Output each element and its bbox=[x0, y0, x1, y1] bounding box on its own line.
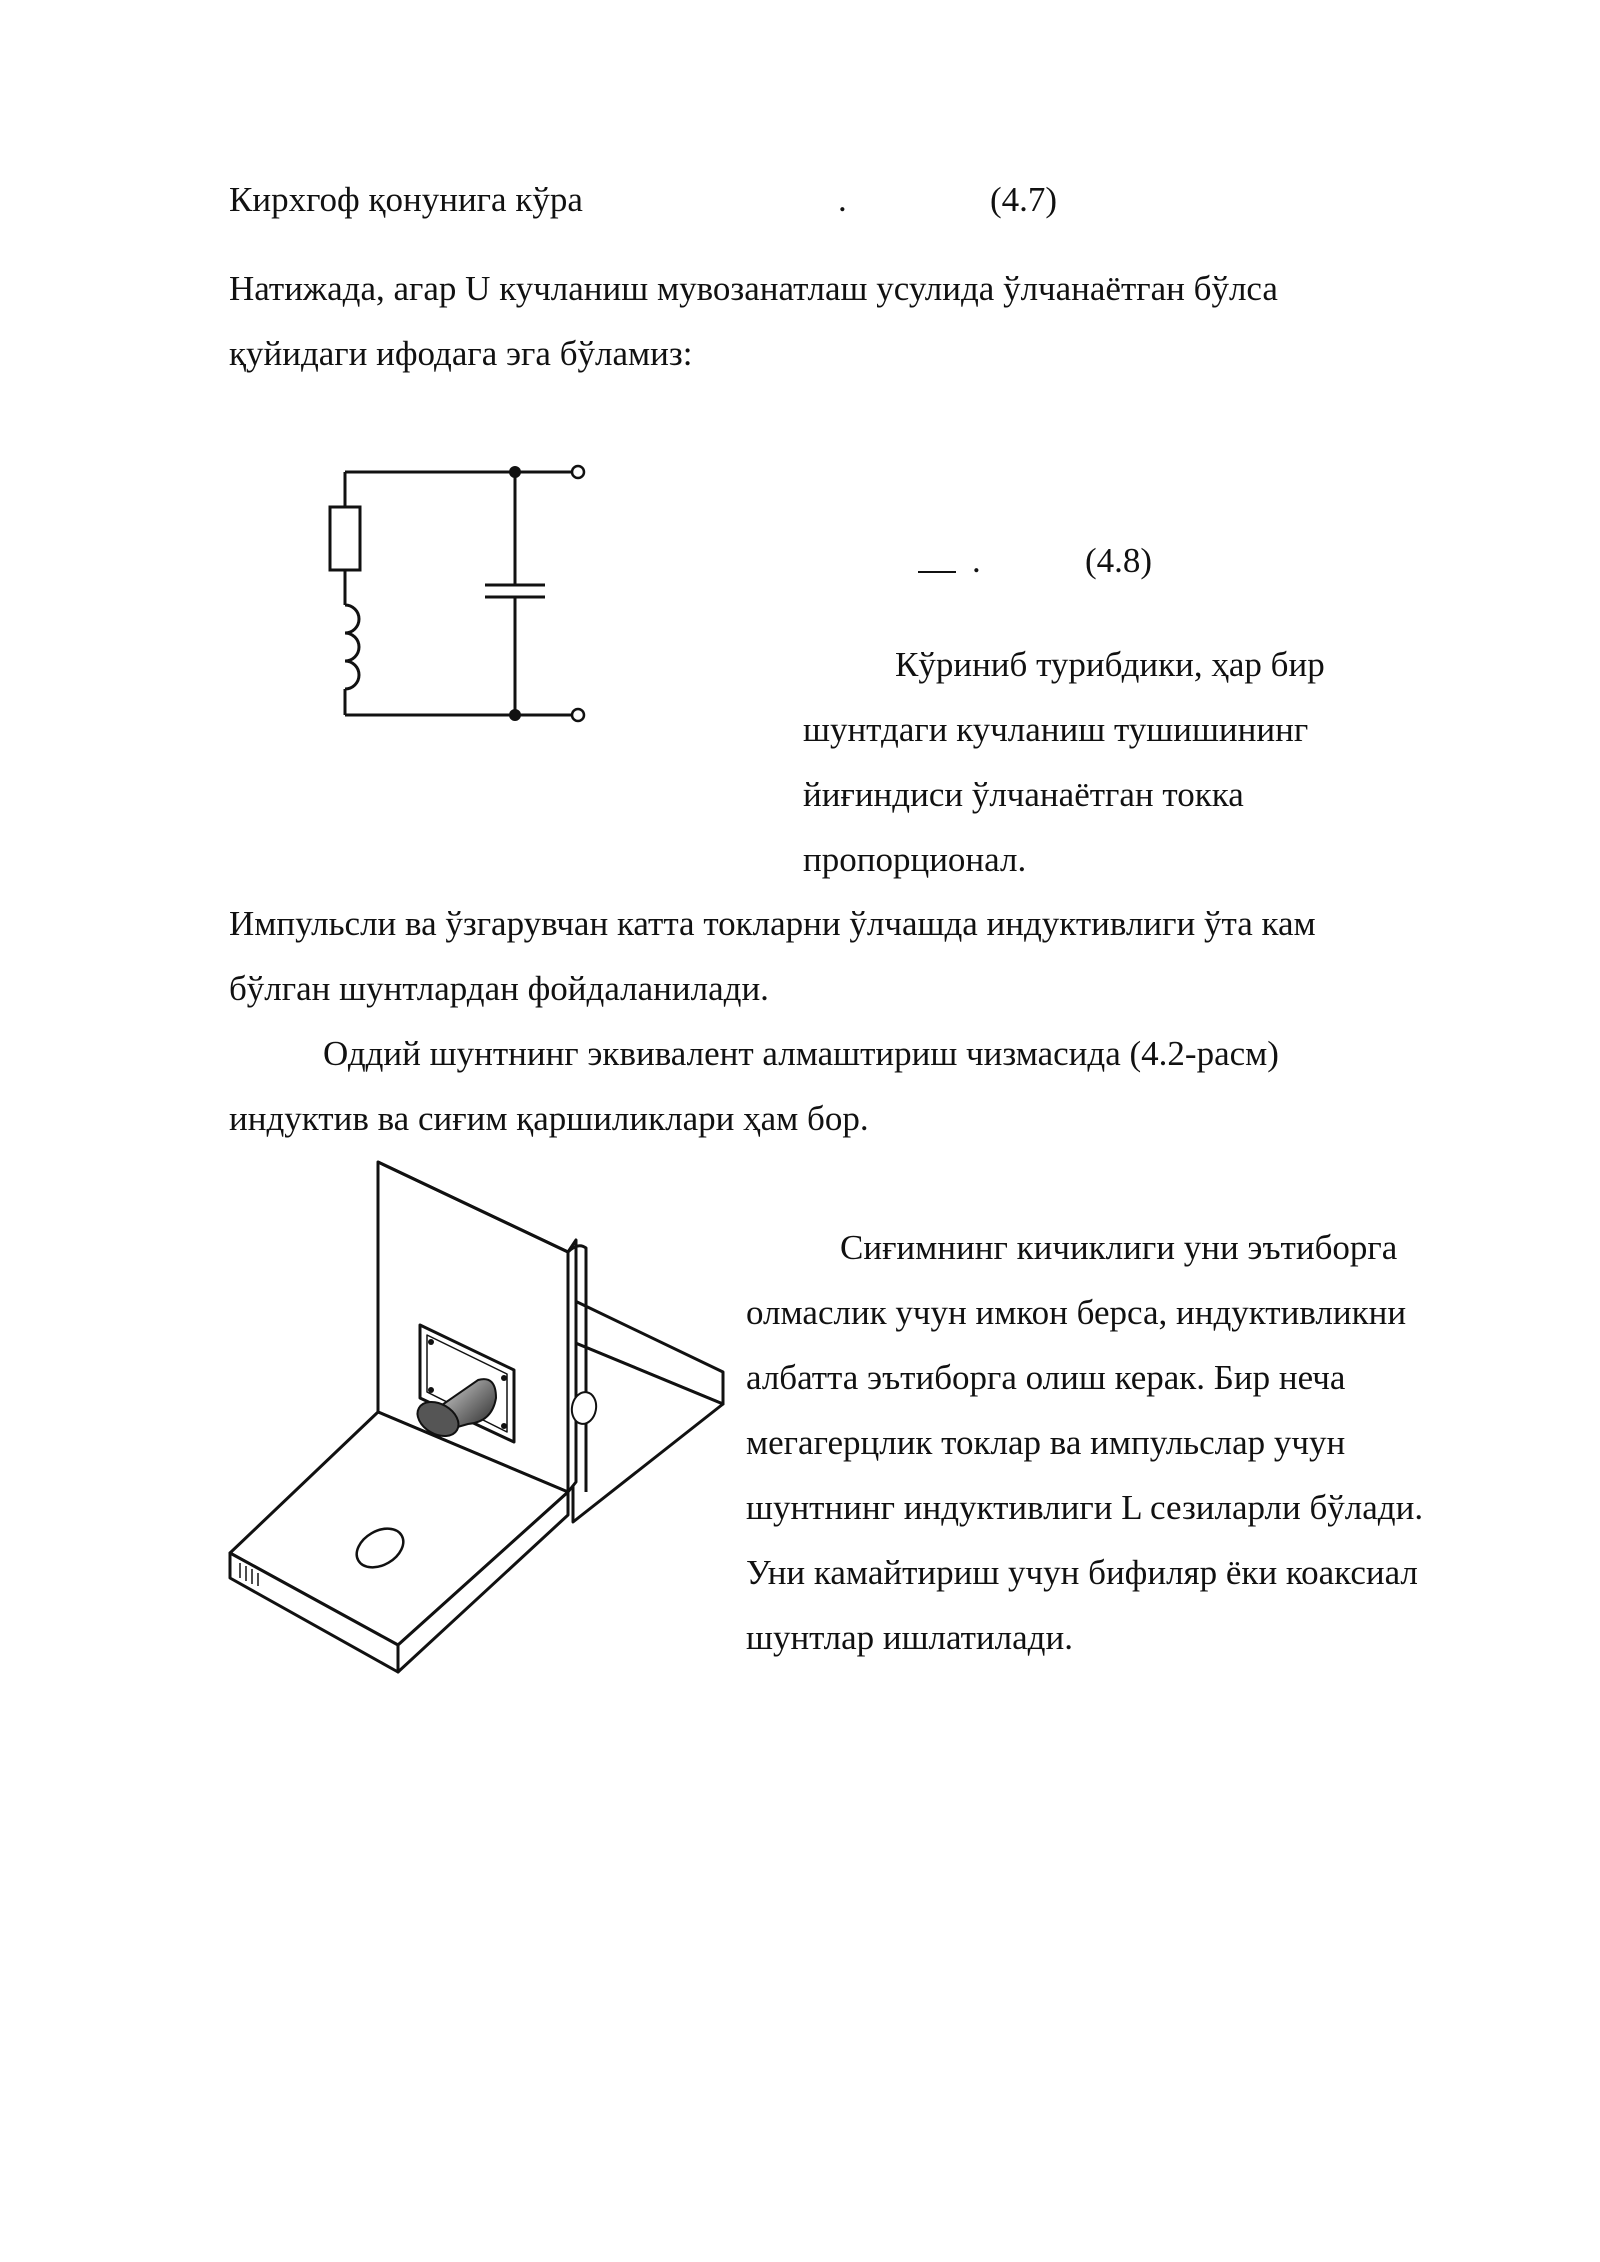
para5-line7: шунтлар ишлатилади. bbox=[746, 1618, 1073, 1657]
para2-line1: Кўриниб турибдики, ҳар бир bbox=[895, 645, 1325, 684]
para5-line5: шунтнинг индуктивлиги L сезиларли бўлади. bbox=[746, 1488, 1424, 1527]
eq-4-7-dot: . bbox=[838, 180, 847, 219]
para4-line1: Оддий шунтнинг эквивалент алмаштириш чизмасида (4.2-расм) bbox=[323, 1034, 1279, 1073]
eq-4-8-dot: . bbox=[972, 541, 981, 580]
shunt-equivalent-circuit bbox=[320, 455, 600, 730]
para3-line1: Импульсли ва ўзгарувчан катта токларни ўлчашда индуктивлиги ўта кам bbox=[229, 904, 1316, 943]
inductor-symbol bbox=[345, 605, 359, 689]
vertical-plate-edge bbox=[568, 1240, 576, 1492]
eq-4-8-number: (4.8) bbox=[1085, 541, 1153, 580]
fraction-bar bbox=[918, 570, 958, 574]
para2-line3: йиғиндиси ўлчанаётган токка bbox=[803, 775, 1244, 814]
para1-line1: Натижада, агар U кучланиш мувозанатлаш усулида ўлчанаётган бўлса bbox=[229, 269, 1278, 308]
para4-line2: индуктив ва сиғим қаршиликлари ҳам бор. bbox=[229, 1099, 869, 1138]
para1-line2: қуйидаги ифодага эга бўламиз: bbox=[229, 334, 693, 373]
para5-line2: олмаслик учун имкон берса, индуктивликни bbox=[746, 1293, 1407, 1332]
para3-line2: бўлган шунтлардан фойдаланилади. bbox=[229, 969, 769, 1008]
para5-line4: мегагерцлик токлар ва импульслар учун bbox=[746, 1423, 1346, 1462]
eq-4-7-number: (4.7) bbox=[990, 180, 1058, 219]
para5-line1: Сиғимнинг кичиклиги уни эътиборга bbox=[840, 1228, 1398, 1267]
terminal-top bbox=[572, 466, 584, 478]
junction-bottom bbox=[509, 709, 521, 721]
para2-line4: пропорционал. bbox=[803, 840, 1027, 879]
junction-top bbox=[509, 466, 521, 478]
para5-line3: албатта эътиборга олиш керак. Бир неча bbox=[746, 1358, 1346, 1397]
resistor-symbol bbox=[330, 507, 360, 570]
para2-line2: шунтдаги кучланиш тушишининг bbox=[803, 710, 1309, 749]
terminal-bottom bbox=[572, 709, 584, 721]
shunt-illustration bbox=[228, 1160, 728, 1685]
kirchhoff-line-text: Кирхгоф қонунига кўра bbox=[229, 180, 583, 219]
para5-line6: Уни камайтириш учун бифиляр ёки коаксиал bbox=[746, 1553, 1418, 1592]
